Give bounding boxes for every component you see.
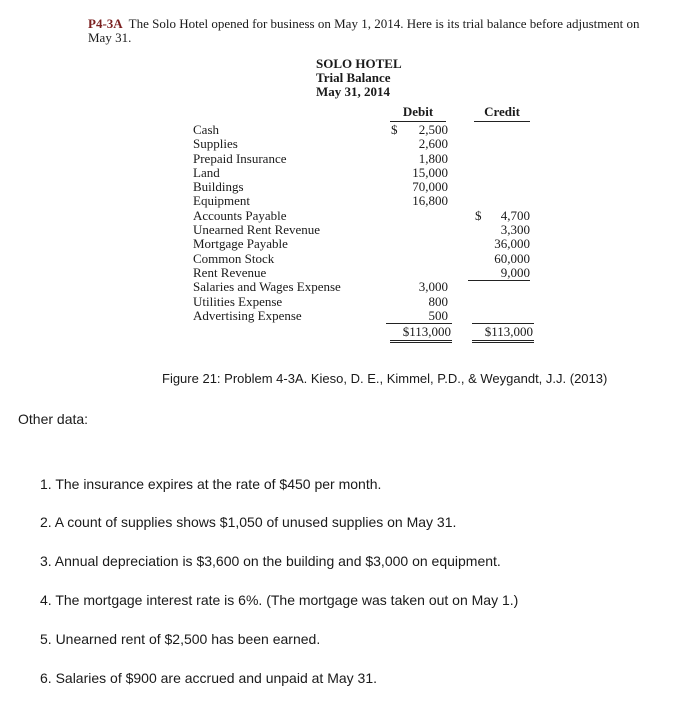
credit-amount: 3,300 — [500, 222, 530, 238]
account-name: Land — [193, 164, 220, 180]
account-name: Common Stock — [193, 250, 275, 266]
account-name: Rent Revenue — [193, 264, 267, 280]
credit-amount: $ 4,700 — [475, 207, 530, 223]
problem-statement — [88, 17, 648, 45]
credit-column-header: Credit — [474, 104, 530, 122]
list-item: 1. The insurance expires at the rate of $450 per month. — [40, 476, 382, 492]
debit-amount: $ 2,500 — [391, 122, 448, 137]
credit-amount: 36,000 — [494, 236, 530, 252]
debit-amount: 16,800 — [412, 193, 448, 209]
account-name: Advertising Expense — [193, 307, 302, 323]
debit-amount: 1,800 — [418, 150, 448, 166]
account-name: Equipment — [193, 193, 251, 209]
list-item: 3. Annual depreciation is $3,600 on the building and $3,000 on equipment. — [40, 553, 501, 569]
statement-date: May 31, 2014 — [316, 84, 391, 99]
total-debit: $113,000 — [390, 323, 452, 343]
debit-column-header: Debit — [390, 104, 446, 122]
debit-amount: 15,000 — [412, 164, 448, 180]
total-credit: $113,000 — [472, 323, 534, 343]
account-name: Unearned Rent Revenue — [193, 222, 321, 238]
debit-amount: 2,600 — [418, 136, 448, 152]
credit-amount: 9,000 — [468, 266, 530, 281]
problem-id: P4-3A — [88, 16, 123, 31]
list-item: 2. A count of supplies shows $1,050 of unused supplies on May 31. — [40, 514, 457, 530]
account-name: Prepaid Insurance — [193, 150, 287, 166]
debit-amount: 800 — [428, 293, 448, 309]
problem-text: The Solo Hotel opened for business on May 1, 2014. Here is its trial balance before adjustment on May 31. — [88, 16, 640, 45]
list-item: 5. Unearned rent of $2,500 has been earned. — [40, 631, 321, 647]
other-data-label: Other data: — [18, 411, 89, 427]
account-name: Buildings — [193, 179, 244, 195]
account-name: Accounts Payable — [193, 207, 287, 223]
trial-balance-heading — [316, 57, 402, 99]
account-name: Cash — [193, 122, 219, 137]
account-name: Supplies — [193, 136, 238, 152]
company-name: SOLO HOTEL — [316, 56, 402, 71]
account-name: Mortgage Payable — [193, 236, 288, 252]
currency-symbol: $ — [391, 122, 398, 137]
statement-title: Trial Balance — [316, 70, 391, 85]
account-name: Salaries and Wages Expense — [193, 279, 341, 295]
figure-caption: Figure 21: Problem 4-3A. Kieso, D. E., Kimmel, P.D., & Weygandt, J.J. (2013) — [162, 371, 608, 386]
list-item: 4. The mortgage interest rate is 6%. (The mortgage was taken out on May 1.) — [40, 592, 519, 608]
credit-amount: 60,000 — [494, 250, 530, 266]
currency-symbol: $ — [475, 207, 482, 223]
debit-amount: 500 — [386, 309, 448, 324]
account-name: Utilities Expense — [193, 293, 283, 309]
debit-amount: 70,000 — [412, 179, 448, 195]
debit-amount: 3,000 — [418, 279, 448, 295]
list-item: 6. Salaries of $900 are accrued and unpaid at May 31. — [40, 670, 377, 686]
